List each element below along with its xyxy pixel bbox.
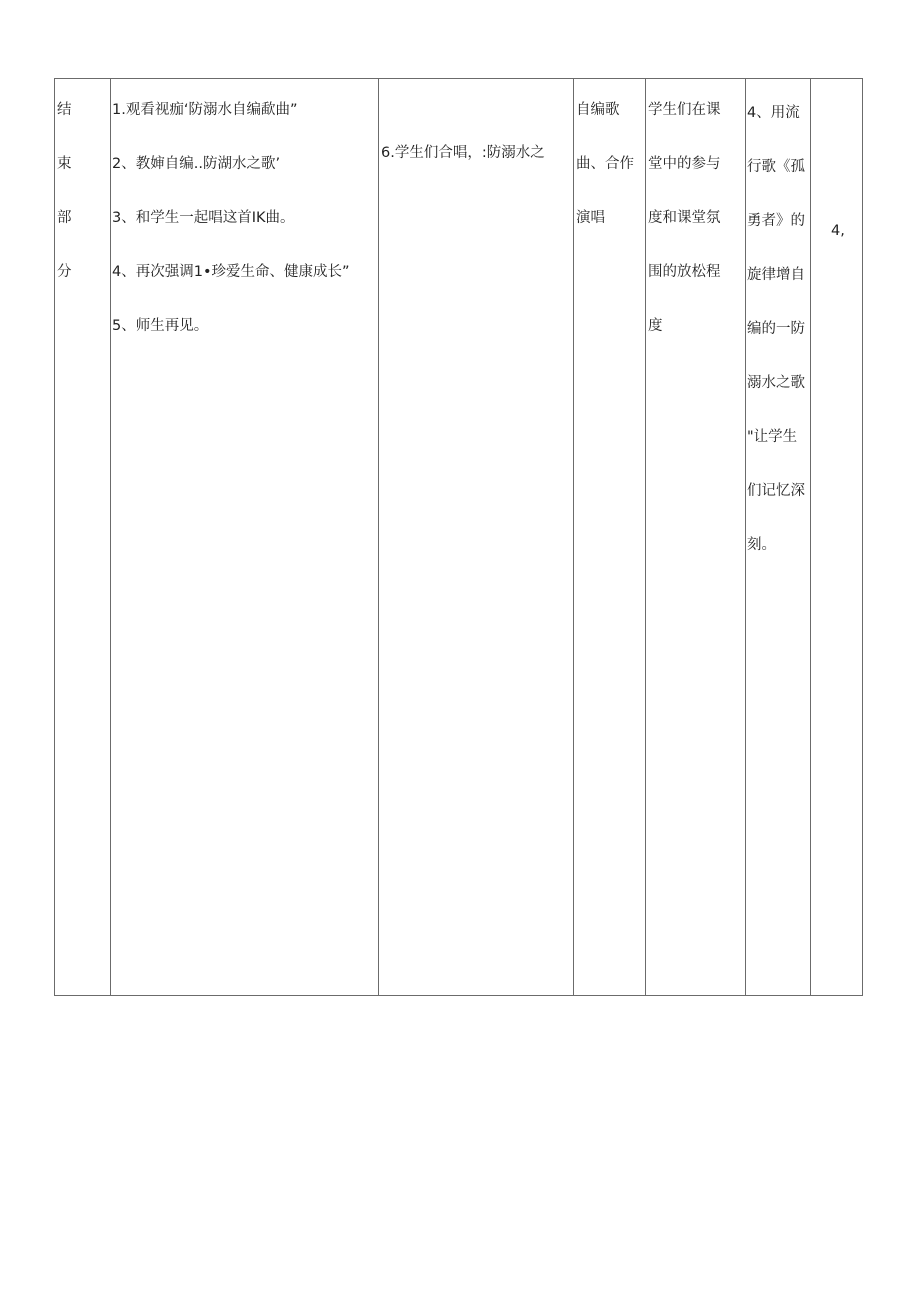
design-intent-line: 行歌《孤 [747,159,805,175]
time-cell [811,79,864,995]
method-line: 自编歌 [576,102,620,118]
teacher-activity-step: 2、教婶自编..防湖水之歌’ [112,156,281,172]
student-activity-text: 6.学生们合唱，:防溺水之 [381,145,545,161]
design-intent-line: 旋律增自 [747,267,805,283]
evaluation-line: 度和课堂氛 [648,210,721,226]
lesson-plan-table [54,78,863,996]
time-value: 4, [831,223,845,239]
student-activity-cell [379,79,574,995]
design-intent-line: 们记忆深 [747,483,805,499]
section-label-cell [55,79,111,995]
teacher-activity-step: 4、再次强调1•珍爱生命、健康成长” [112,264,350,280]
design-intent-line: 编的一防 [747,321,805,337]
section-label-char: 结 [57,102,72,118]
evaluation-line: 堂中的参与 [648,156,721,172]
section-label-char: 分 [57,264,72,280]
evaluation-cell [646,79,746,995]
design-intent-line: 4、用流 [747,105,800,121]
teacher-activity-step: 3、和学生一起唱这首IK曲。 [112,210,295,226]
design-intent-cell [746,79,811,995]
section-label-char: 束 [57,156,72,172]
method-cell [574,79,646,995]
teacher-activity-step: 1.观看视痂‘防溺水自编歃曲” [112,102,298,118]
evaluation-line: 度 [648,318,663,334]
method-line: 曲、合作 [576,156,634,172]
design-intent-line: 刻。 [747,537,776,553]
teacher-activity-cell [111,79,379,995]
method-line: 演唱 [576,210,605,226]
design-intent-line: 勇者》的 [747,213,805,229]
evaluation-line: 学生们在课 [648,102,721,118]
teacher-activity-step: 5、师生再见。 [112,318,209,334]
evaluation-line: 围的放松程 [648,264,721,280]
design-intent-line: "让学生 [747,429,798,445]
section-label-char: 部 [57,210,72,226]
design-intent-line: 溺水之歌 [747,375,805,391]
